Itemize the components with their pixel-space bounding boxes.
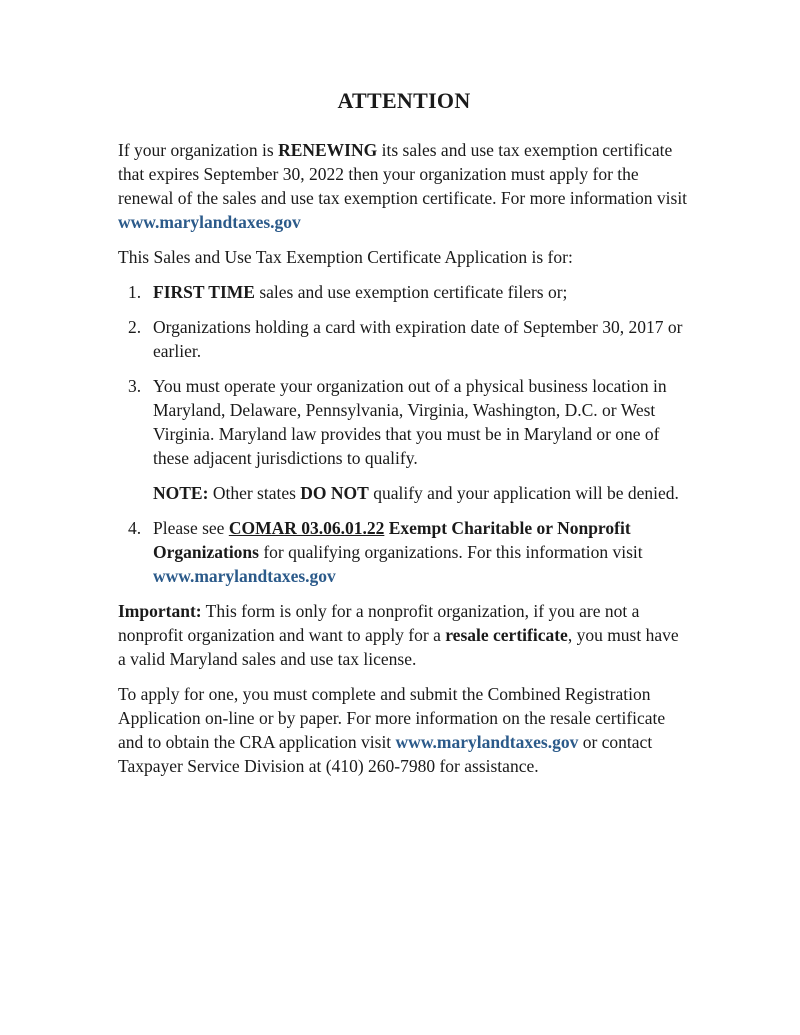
- important-text-2: , you must have a valid Maryland sales and use tax license.: [118, 625, 679, 669]
- list-item-number: 1.: [128, 282, 142, 302]
- list-item: [118, 516, 690, 588]
- apply-text-1: To apply for one, you must complete and submit the Combined Registration Application on-line or by paper. For more information on the resale certificate and to obtain the CRA application visit: [118, 684, 666, 752]
- page-title: ATTENTION: [337, 88, 471, 113]
- list-item-number: 4.: [128, 518, 142, 538]
- note-text-1: Other states: [208, 483, 301, 503]
- comar-title: Exempt Charitable or Nonprofit Organizations: [153, 518, 631, 562]
- first-time-emphasis: FIRST TIME: [153, 282, 255, 302]
- renewal-text-2: its sales and use tax exemption certificate that expires September 30, 2022 then your organization must apply for the renewal of the sales and use tax exemption certificate. For more information visit: [118, 140, 688, 208]
- list-item-number: 3.: [128, 376, 142, 396]
- important-label: Important:: [118, 601, 202, 621]
- renewal-paragraph: [118, 138, 690, 234]
- renewal-text-1: If your organization is: [118, 140, 279, 160]
- list-item-text: Organizations holding a card with expiration date of September 30, 2017 or earlier.: [153, 317, 683, 361]
- note-label: NOTE:: [153, 483, 209, 503]
- list-item: [118, 374, 690, 505]
- list-item: [118, 280, 690, 304]
- eligibility-list: [118, 280, 690, 588]
- list-item-text-2: for qualifying organizations. For this information visit: [258, 542, 643, 562]
- do-not-emphasis: DO NOT: [300, 483, 369, 503]
- resale-certificate-emphasis: resale certificate: [445, 625, 568, 645]
- note-text-2: qualify and your application will be denied.: [368, 483, 679, 503]
- list-item-number: 2.: [128, 317, 142, 337]
- marylandtaxes-link[interactable]: www.marylandtaxes.gov: [118, 212, 301, 232]
- important-text-1: This form is only for a nonprofit organization, if you are not a nonprofit organization and want to apply for a: [118, 601, 640, 645]
- comar-reference: COMAR 03.06.01.22: [228, 518, 385, 538]
- renewing-emphasis: RENEWING: [278, 140, 378, 160]
- note-paragraph: [153, 481, 690, 505]
- purpose-paragraph: This Sales and Use Tax Exemption Certificate Application is for:: [118, 247, 573, 267]
- list-item-text: sales and use exemption certificate filers or;: [254, 282, 568, 302]
- important-paragraph: [118, 599, 690, 671]
- apply-paragraph: [118, 682, 690, 778]
- list-item-text: Please see: [153, 518, 229, 538]
- marylandtaxes-link[interactable]: www.marylandtaxes.gov: [153, 566, 336, 586]
- list-item-text: You must operate your organization out of a physical business location in Maryland, Delaware, Pennsylvania, Virginia, Washington, D.C. or West Virginia. Maryland law provides that you must be in Maryland or one of these adjacent jurisdictions to qualify.: [153, 376, 667, 468]
- marylandtaxes-link[interactable]: www.marylandtaxes.gov: [395, 732, 579, 752]
- apply-text-2: or contact Taxpayer Service Division at (410) 260-7980 for assistance.: [118, 732, 653, 776]
- list-item: [118, 315, 690, 363]
